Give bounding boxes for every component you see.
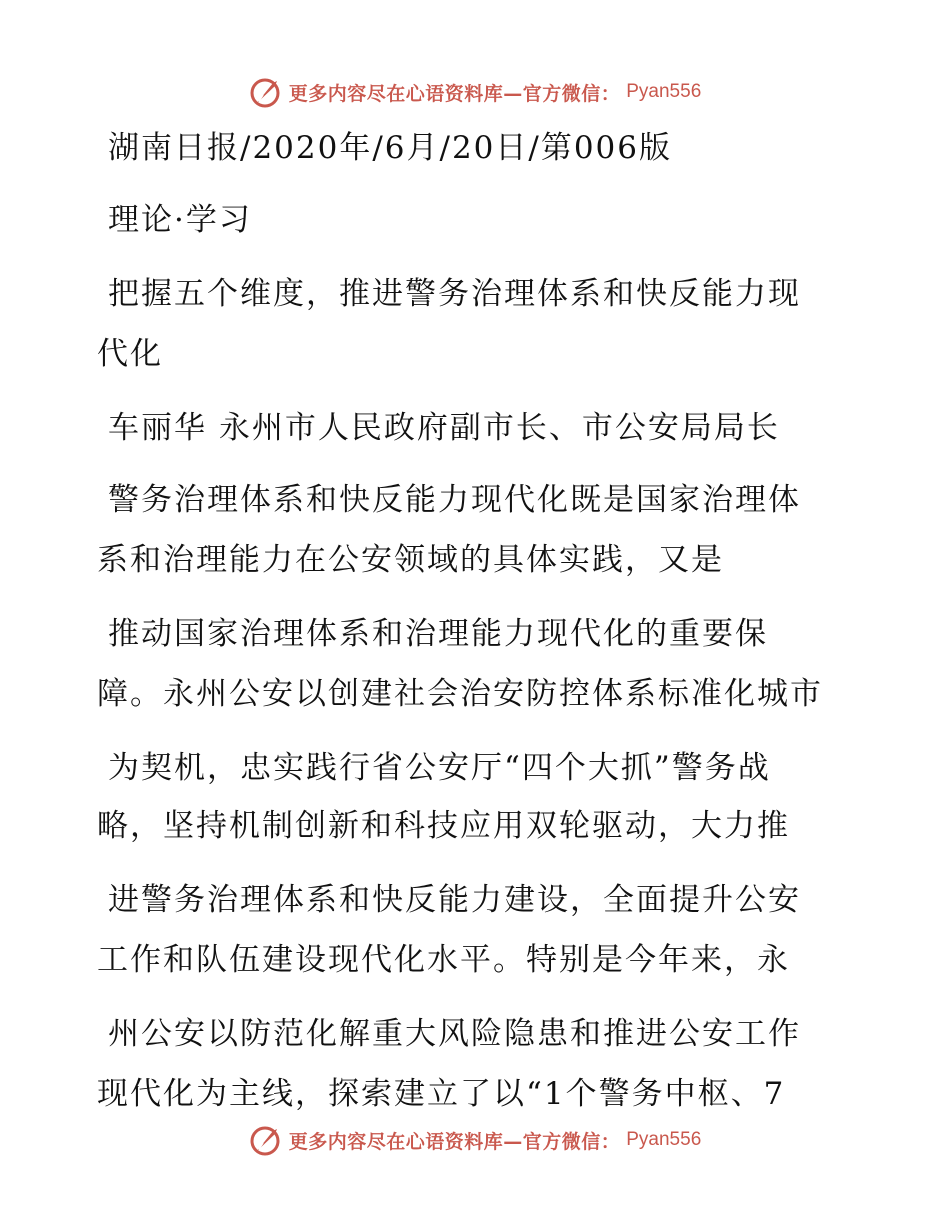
body-line: 进警务治理体系和快反能力建设，全面提升公安	[108, 882, 801, 918]
watermark-bottom	[0, 1120, 950, 1160]
body-line: 略，坚持机制创新和科技应用双轮驱动，大力推	[97, 808, 790, 844]
watermark-wechat-id: Pyan556	[626, 81, 702, 102]
body-line: 警务治理体系和快反能力现代化既是国家治理体	[108, 482, 801, 518]
watermark-text: 更多内容尽在心语资料库—官方微信：	[288, 82, 621, 105]
body-line: 系和治理能力在公安领域的具体实践，又是	[97, 542, 724, 578]
watermark-wechat-id: Pyan556	[626, 1129, 702, 1150]
body-line: 现代化为主线，探索建立了以“1个警务中枢、7	[97, 1076, 786, 1112]
section-label: 理论·学习	[108, 202, 252, 238]
quill-logo-icon	[249, 75, 283, 109]
body-line: 州公安以防范化解重大风险隐患和推进公安工作	[108, 1016, 801, 1052]
body-line: 工作和队伍建设现代化水平。特别是今年来，永	[97, 942, 790, 978]
article-title-line: 把握五个维度，推进警务治理体系和快反能力现	[108, 276, 801, 312]
article-title-line: 代化	[97, 336, 163, 372]
body-line: 推动国家治理体系和治理能力现代化的重要保	[108, 616, 768, 652]
byline: 车丽华 永州市人民政府副市长、市公安局局长	[108, 410, 780, 446]
body-line: 为契机，忠实践行省公安厅“四个大抓”警务战	[108, 750, 771, 786]
watermark-text: 更多内容尽在心语资料库—官方微信：	[288, 1130, 621, 1153]
body-line: 障。永州公安以创建社会治安防控体系标准化城市	[97, 676, 823, 712]
publication-source: 湖南日报/2020年/6月/20日/第006版	[108, 130, 673, 166]
watermark-top	[0, 72, 950, 112]
quill-logo-icon	[249, 1123, 283, 1157]
